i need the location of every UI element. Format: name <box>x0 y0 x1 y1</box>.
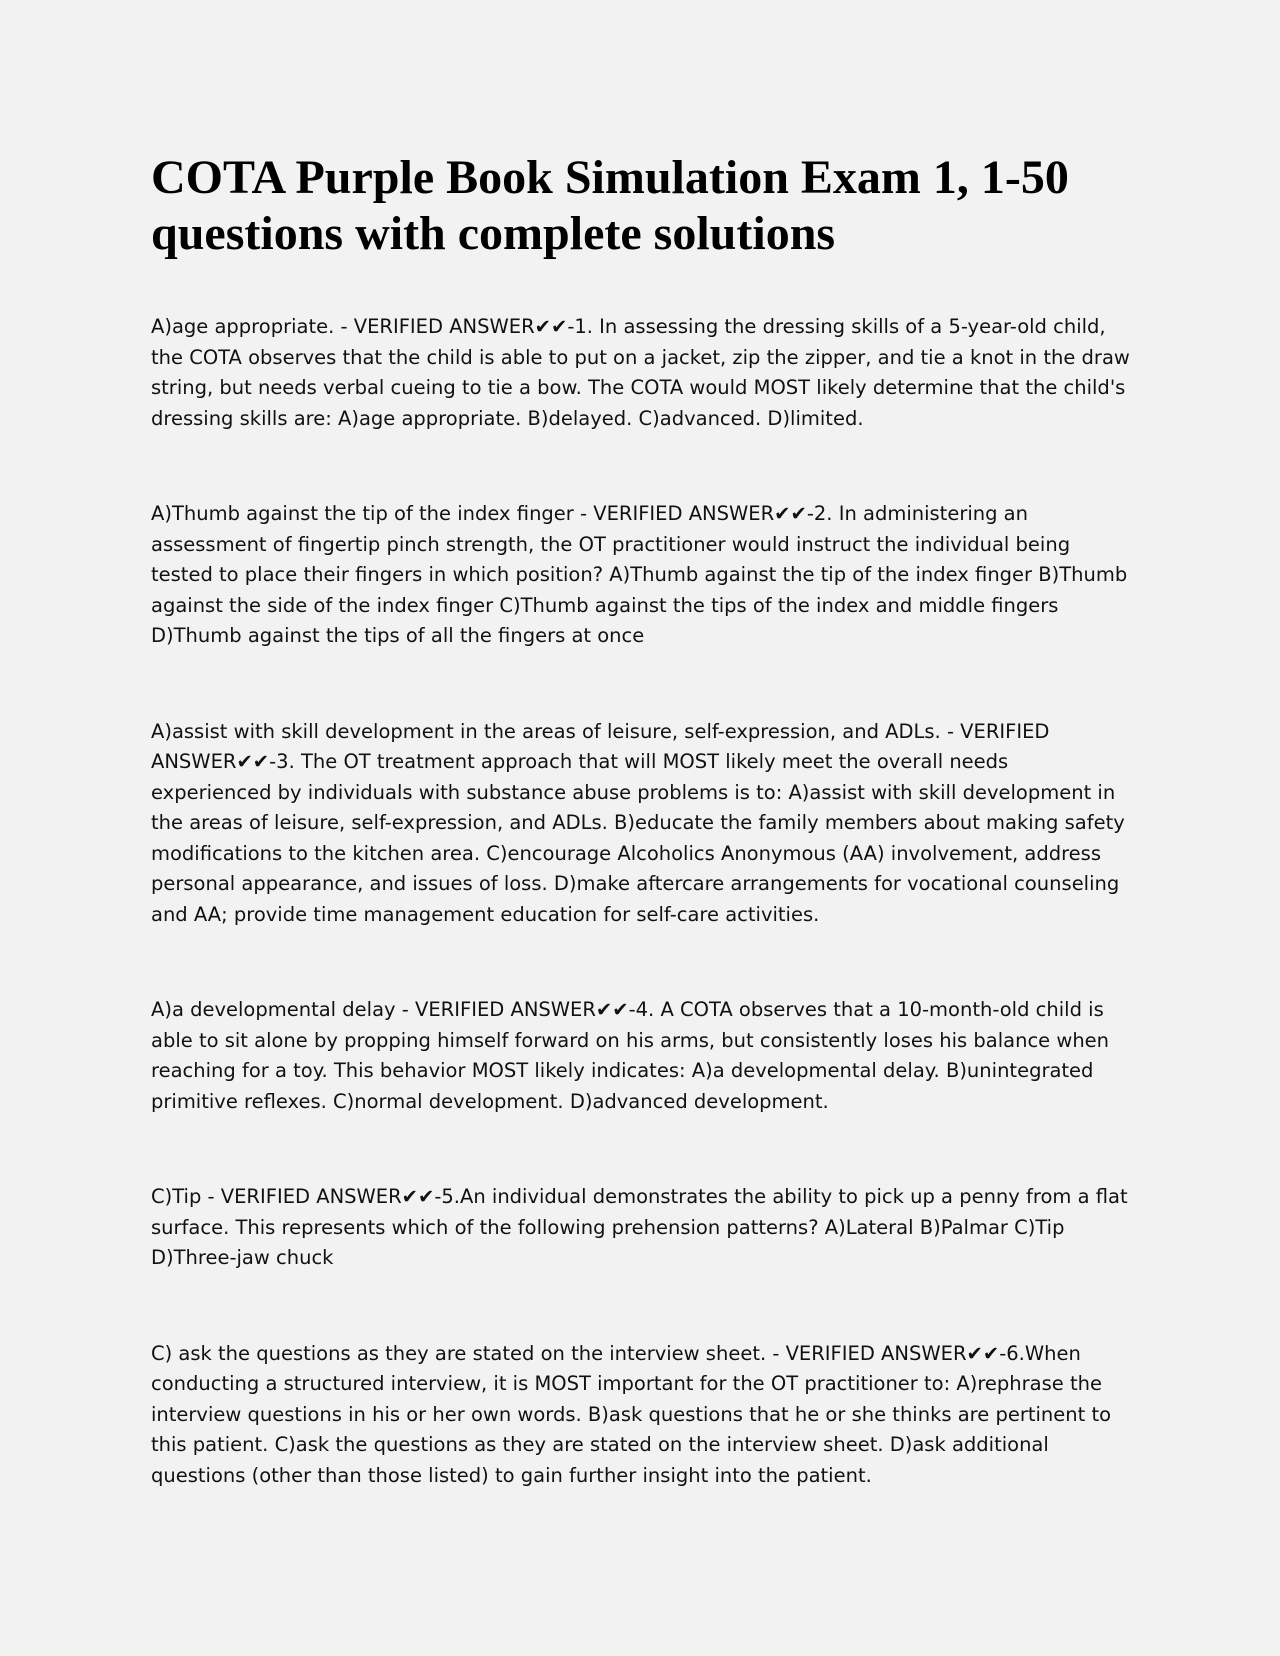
qa-list <box>151 312 1131 1491</box>
qa-item-4: A)a developmental delay - VERIFIED ANSWER✔✔-4. A COTA observes that a 10-month-old child is able to sit alone by propping himself forward on his arms, but consistently loses his balance when reaching for a toy. This behavior MOST likely indicates: A)a developmental delay. B)unintegrated primitive reflexes. C)normal development. D)advanced development. <box>151 998 1110 1113</box>
qa-item-2: A)Thumb against the tip of the index finger - VERIFIED ANSWER✔✔-2. In administering an assessment of fingertip pinch strength, the OT practitioner would instruct the individual being tested to place their fingers in which position? A)Thumb against the tip of the index finger B)Thumb against the side of the index finger C)Thumb against the tips of the index and middle fingers D)Thumb against the tips of all the fingers at once <box>151 502 1128 647</box>
document-page <box>151 150 1131 1556</box>
qa-item-5: C)Tip - VERIFIED ANSWER✔✔-5.An individual demonstrates the ability to pick up a penny from a flat surface. This represents which of the following prehension patterns? A)Lateral B)Palmar C)Tip D)Three-jaw chuck <box>151 1185 1128 1269</box>
qa-item-6: C) ask the questions as they are stated on the interview sheet. - VERIFIED ANSWER✔✔-6.When conducting a structured interview, it is MOST important for the OT practitioner to: A)rephrase the interview questions in his or her own words. B)ask questions that he or she thinks are pertinent to this patient. C)ask the questions as they are stated on the interview sheet. D)ask additional questions (other than those listed) to gain further insight into the patient. <box>151 1341 1112 1487</box>
qa-item-3: A)assist with skill development in the areas of leisure, self-expression, and ADLs. - VERIFIED ANSWER✔✔-3. The OT treatment approach that will MOST likely meet the overall needs experienced by individuals with substance abuse problems is to: A)assist with skill development in the areas of leisure, self-expression, and ADLs. B)educate the family members about making safety modifications to the kitchen area. C)encourage Alcoholics Anonymous (AA) involvement, address personal appearance, and issues of loss. D)make aftercare arrangements for vocational counseling and AA; provide time management education for self-care activities. <box>151 719 1125 926</box>
qa-item-1: A)age appropriate. - VERIFIED ANSWER✔✔-1. In assessing the dressing skills of a 5-year-old child, the COTA observes that the child is able to put on a jacket, zip the zipper, and tie a knot in the draw string, but needs verbal cueing to tie a bow. The COTA would MOST likely determine that the child's dressing skills are: A)age appropriate. B)delayed. C)advanced. D)limited. <box>151 315 1130 430</box>
document-title: COTA Purple Book Simulation Exam 1, 1-50 questions with complete solutions <box>151 151 1069 260</box>
